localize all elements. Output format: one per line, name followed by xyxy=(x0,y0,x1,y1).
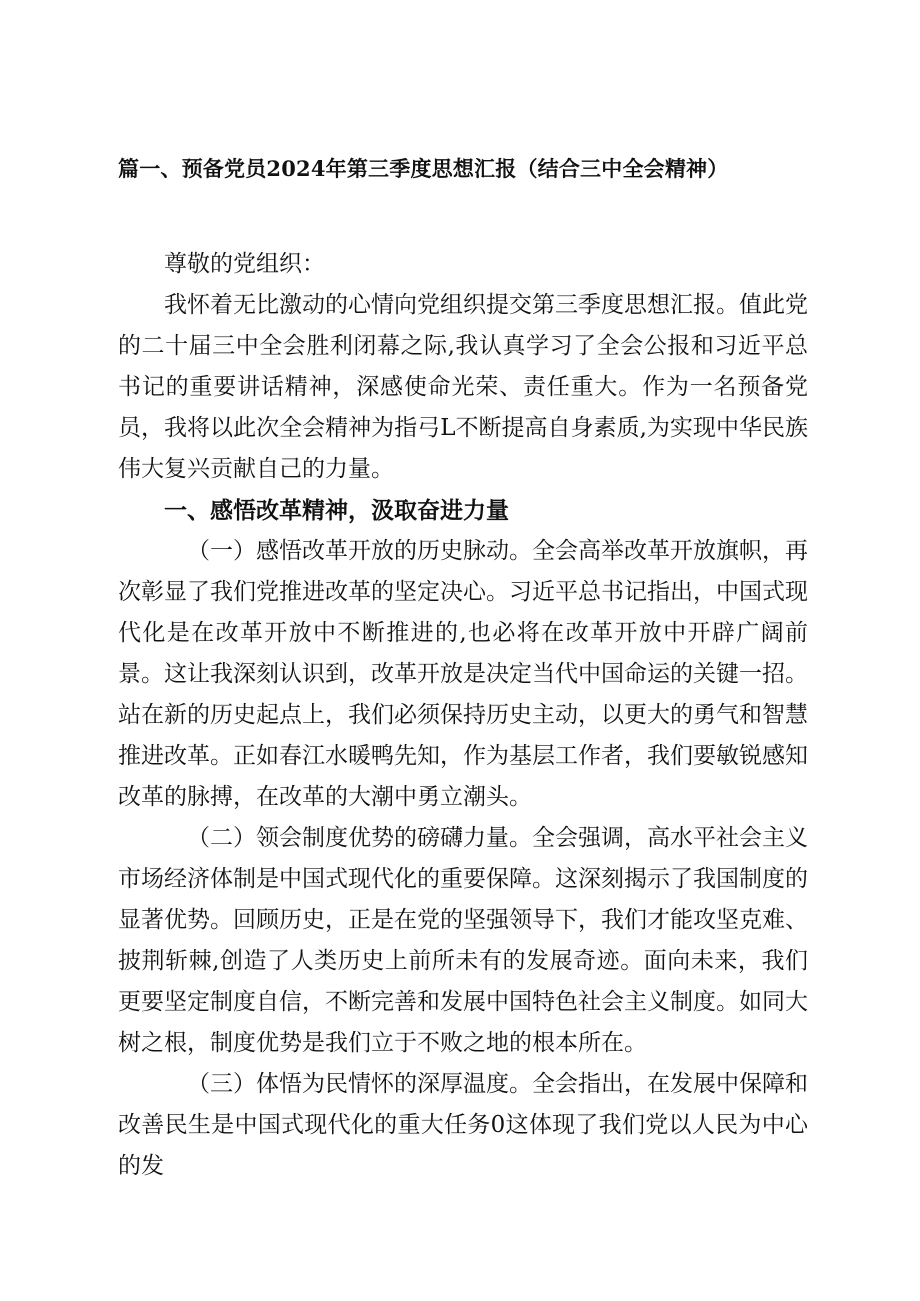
paragraph-2: （二）领会制度优势的磅礴力量。全会强调，高水平社会主义市场经济体制是中国式现代化的重要保障。这深刻揭示了我国制度的显著优势。回顾历史，正是在党的坚强领导下，我们才能攻坚克难、披荆斩棘,创造了人类历史上前所未有的发展奇迹。面向未来，我们更要坚定制度自信，不断完善和发展中国特色社会主义制度。如同大树之根，制度优势是我们立于不败之地的根本所在。 xyxy=(118,825,808,1056)
intro-paragraph: 我怀着无比激动的心情向党组织提交第三季度思想汇报。值此党的二十届三中全会胜利闭幕之际,我认真学习了全会公报和习近平总书记的重要讲话精神，深感使命光荣、责任重大。作为一名预备党员，我将以此次全会精神为指弓L不断提高自身素质,为实现中华民族伟大复兴贡献自己的力量。 xyxy=(118,292,808,482)
paragraph-1: （一）感悟改革开放的历史脉动。全会高举改革开放旗帜，再次彰显了我们党推进改革的坚定决心。习近平总书记指出，中国式现代化是在改革开放中不断推进的,也必将在改革开放中开辟广阔前景。这让我深刻认识到，改革开放是决定当代中国命运的关键一招。站在新的历史起点上，我们必须保持历史主动，以更大的勇气和智慧推进改革。正如春江水暖鸭先知，作为基层工作者，我们要敏锐感知改革的脉搏，在改革的大潮中勇立潮头。 xyxy=(118,538,808,810)
section-heading-1: 一、感悟改革精神，汲取奋进力量 xyxy=(164,497,509,524)
salutation: 尊敬的党组织： xyxy=(164,251,325,277)
paragraph-3: （三）体悟为民情怀的深厚温度。全会指出，在发展中保障和改善民生是中国式现代化的重大任务0这体现了我们党以人民为中心的发 xyxy=(118,1071,808,1179)
document-title: 篇一、预备党员2024年第三季度思想汇报（结合三中全会精神） xyxy=(118,156,729,181)
document-body xyxy=(118,244,808,1187)
